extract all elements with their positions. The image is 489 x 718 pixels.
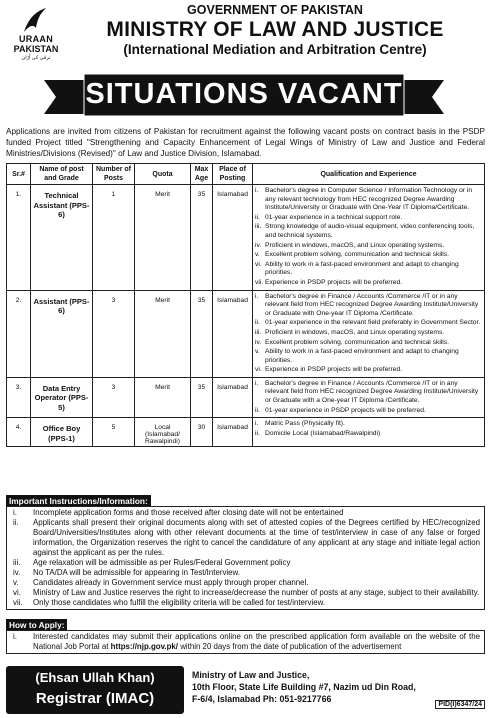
item-number: ii.	[13, 518, 19, 527]
ministry-title: MINISTRY OF LAW AND JUSTICE	[106, 18, 444, 41]
qualification-text: Experience in PSDP projects will be preferred.	[265, 366, 403, 374]
list-item	[11, 518, 480, 558]
item-number: i.	[13, 508, 17, 517]
qualification-text: Strong knowledge of audio-visual equipment, video conferencing tools, and technical systems.	[265, 223, 475, 239]
qualification-text: Ability to work in a fast-paced environment and adapt to changing priorities.	[265, 260, 459, 277]
intro-paragraph: Applications are invited from citizens of Pakistan for recruitment against the following vacant posts on contract basis in the PSDP funded Project titled "Strengthening and Capacity Enhancement of Legal Wings of Ministry of Law and Justice and Federal Ministries/Divisions (Revised)" of Law and Justice Division, Islamabad.	[6, 127, 485, 158]
list-item	[255, 319, 482, 328]
row-place: Islamabad	[213, 377, 253, 417]
item-number: ii.	[255, 429, 260, 437]
table-row	[7, 377, 485, 417]
address-block	[192, 669, 432, 705]
item-number: v.	[255, 251, 260, 259]
list-item	[11, 558, 480, 568]
instruction-text: Candidates already in Government service must apply through proper channel.	[33, 578, 309, 587]
row-place: Islamabad	[213, 185, 253, 291]
qualification-text: Matric Pass (Physically fit).	[265, 420, 345, 428]
row-number: 1	[93, 185, 135, 291]
qualification-text: 01-year experience in PSDP projects will be preferred.	[265, 406, 426, 414]
list-item	[255, 339, 482, 348]
instruction-text: Applicants shall present their original documents along with set of attested copies of the Degrees certified by HEC/recognized Board/Universities/Institutes along with other relevant documents at the time of test/interview in case of any false or forged information, the Organization reserves the right to cancel the candidature of any applicant at any stage and initiate legal action against the applicant as per the rules.	[33, 518, 480, 557]
header-sr: Sr.#	[7, 164, 31, 185]
item-number: ii.	[255, 319, 260, 327]
list-item	[255, 430, 482, 439]
row-age: 35	[191, 185, 213, 291]
qualification-text: Experience in PSDP projects will be preferred.	[265, 278, 403, 286]
list-item	[11, 588, 480, 598]
item-number: iii.	[13, 558, 21, 567]
qualification-text: 01-year experience in a technical support role.	[265, 213, 403, 221]
address-line-2: 10th Floor, State Life Building #7, Nazim ud Din Road,	[192, 682, 416, 692]
row-qualifications	[253, 418, 485, 447]
qualification-text: Excellent problem solving, communication and technical skills.	[265, 338, 449, 346]
list-item	[11, 568, 480, 578]
signatory-box	[6, 666, 184, 714]
row-qualifications	[253, 185, 485, 291]
list-item	[11, 578, 480, 588]
header-number: Number of Posts	[93, 164, 135, 185]
vacancy-table	[6, 163, 485, 447]
table-row	[7, 290, 485, 377]
table-row	[7, 418, 485, 447]
logo-tagline: ترقی کی اُڑان	[21, 55, 51, 61]
item-number: v.	[13, 578, 19, 587]
instruction-text: Age relaxation will be admissible as per Rules/Federal Government policy	[33, 558, 291, 567]
how-to-apply-box	[6, 630, 485, 654]
row-sr: 2.	[7, 290, 31, 377]
row-quota: Merit	[135, 290, 191, 377]
instruction-text: Only those candidates who fulfill the eligibility criteria will be called for test/interview.	[33, 598, 326, 607]
table-row	[7, 185, 485, 291]
instruction-text: No TA/DA will be admissible for appearing in Test/Interview.	[33, 568, 241, 577]
row-number: 5	[93, 418, 135, 447]
list-item	[255, 251, 482, 260]
header-age: Max Age	[191, 164, 213, 185]
list-item	[255, 293, 482, 319]
signatory-name: (Ehsan Ullah Khan)	[35, 670, 155, 685]
table-header-row	[7, 164, 485, 185]
item-number: v.	[255, 348, 260, 356]
header-quota: Quota	[135, 164, 191, 185]
item-number: vii.	[13, 598, 23, 607]
how-to-apply-title: How to Apply:	[6, 619, 67, 631]
pid-number: PID(I)6347/24	[435, 700, 485, 709]
situations-vacant-banner	[44, 70, 444, 120]
banner-text: SITUATIONS VACANT	[85, 78, 403, 110]
row-sr: 1.	[7, 185, 31, 291]
government-title: GOVERNMENT OF PAKISTAN	[187, 3, 363, 17]
list-item	[255, 407, 482, 416]
instruction-text: Incomplete application forms and those received after closing date will not be entertained	[33, 508, 344, 517]
apply-text-before: Interested candidates may submit their applications online on the prescribed application form available on the website of the National Job Portal at	[33, 632, 480, 651]
logo-line-2: PAKISTAN	[13, 44, 59, 54]
list-item	[255, 214, 482, 223]
instructions-box	[6, 506, 485, 610]
list-item	[11, 598, 480, 608]
instruction-text: Ministry of Law and Justice reserves the right to increase/decrease the number of posts at any stage, subject to their availability.	[33, 588, 480, 597]
qualification-text: 01-year experience in the relevant field preferably in Government Sector.	[265, 319, 481, 327]
apply-text-after: within 20 days from the date of publication of the advertisement	[178, 642, 402, 651]
row-age: 35	[191, 290, 213, 377]
row-quota: Merit	[135, 185, 191, 291]
row-number: 3	[93, 377, 135, 417]
row-place: Islamabad	[213, 418, 253, 447]
item-number: i.	[255, 292, 259, 300]
list-item	[255, 329, 482, 338]
list-item	[255, 348, 482, 365]
qualification-list	[255, 293, 482, 375]
row-place: Islamabad	[213, 290, 253, 377]
qualification-list	[255, 187, 482, 288]
item-number: vi.	[255, 366, 262, 374]
qualification-text: Proficient in windows, macOS, and Linux operating systems.	[265, 328, 445, 336]
header-post: Name of post and Grade	[31, 164, 93, 185]
row-quota: Merit	[135, 377, 191, 417]
how-to-apply-list	[7, 631, 484, 653]
item-number: iii.	[255, 223, 262, 231]
row-qualifications	[253, 290, 485, 377]
signatory-designation: Registrar (IMAC)	[35, 690, 155, 707]
item-number: i.	[255, 379, 259, 387]
item-number: vi.	[13, 588, 21, 597]
njp-portal-link[interactable]: https://njp.gov.pk/	[110, 642, 178, 651]
item-number: i.	[255, 187, 259, 194]
qualification-list	[255, 420, 482, 438]
qualification-text: Bachelor's degree in Finance / Accounts /Commerce /IT or in any relevant field from HEC recognized Degree Awarding Institute/University or Graduate with a One-year IT Diploma /Certificate.	[265, 379, 479, 405]
item-number: ii.	[255, 213, 260, 221]
row-qualifications	[253, 377, 485, 417]
header	[0, 0, 489, 72]
row-post: Assistant (PPS-6)	[31, 290, 93, 377]
uraan-pakistan-logo	[6, 4, 66, 64]
list-item	[255, 187, 482, 213]
instructions-list	[7, 507, 484, 609]
item-number: ii.	[255, 406, 260, 414]
header-place: Place of Posting	[213, 164, 253, 185]
address-line-1: Ministry of Law and Justice,	[192, 670, 310, 680]
row-sr: 4.	[7, 418, 31, 447]
list-item	[255, 261, 482, 278]
list-item	[255, 242, 482, 251]
list-item	[255, 223, 482, 240]
row-post: Data Entry Operator (PPS-5)	[31, 377, 93, 417]
row-sr: 3.	[7, 377, 31, 417]
list-item	[255, 366, 482, 375]
address-line-3: F-6/4, Islamabad Ph: 051-9217766	[192, 694, 332, 704]
item-number: i.	[255, 420, 259, 428]
qualification-text: Bachelor's degree in Computer Science / Information Technology or in any relevant technology from HEC recognized Degree Awarding Institute/University or Graduate with One-Year IT Diploma/Certificate.	[265, 187, 473, 212]
bird-icon	[20, 6, 52, 36]
item-number: vi.	[255, 260, 262, 268]
item-number: i.	[13, 632, 17, 641]
list-item	[11, 632, 480, 652]
footer	[6, 666, 485, 714]
row-quota: Local (Islamabad/ Rawalpindi)	[135, 418, 191, 447]
qualification-text: Domicile Local (Islamabad/Rawalpindi)	[265, 429, 381, 437]
item-number: iii.	[255, 328, 262, 336]
list-item	[255, 380, 482, 406]
qualification-text: Excellent problem solving, communication and technical skills.	[265, 251, 449, 259]
item-number: vii.	[255, 278, 264, 286]
row-number: 3	[93, 290, 135, 377]
item-number: iv.	[255, 241, 262, 249]
row-post: Technical Assistant (PPS-6)	[31, 185, 93, 291]
list-item	[11, 508, 480, 518]
qualification-list	[255, 380, 482, 415]
list-item	[255, 279, 482, 288]
qualification-text: Bachelor's degree in Finance / Accounts /Commerce /IT or in any relevant field from HEC recognized Degree Awarding Institute/University or Graduate with One-year IT Diploma /Certificate.	[265, 292, 479, 317]
qualification-text: Proficient in windows, macOS, and Linux operating systems.	[265, 241, 445, 249]
qualification-text: Ability to work in a fast-paced environment and adapt to changing priorities.	[265, 348, 459, 364]
logo-line-1: URAAN	[19, 34, 53, 44]
header-qualification: Qualification and Experience	[253, 164, 485, 185]
centre-title: (International Mediation and Arbitration Centre)	[123, 42, 427, 57]
item-number: iv.	[255, 338, 262, 346]
item-number: iv.	[13, 568, 21, 577]
row-age: 35	[191, 377, 213, 417]
list-item	[255, 420, 482, 429]
row-age: 30	[191, 418, 213, 447]
instructions-title: Important Instructions/Information:	[6, 495, 151, 507]
row-post: Office Boy (PPS-1)	[31, 418, 93, 447]
